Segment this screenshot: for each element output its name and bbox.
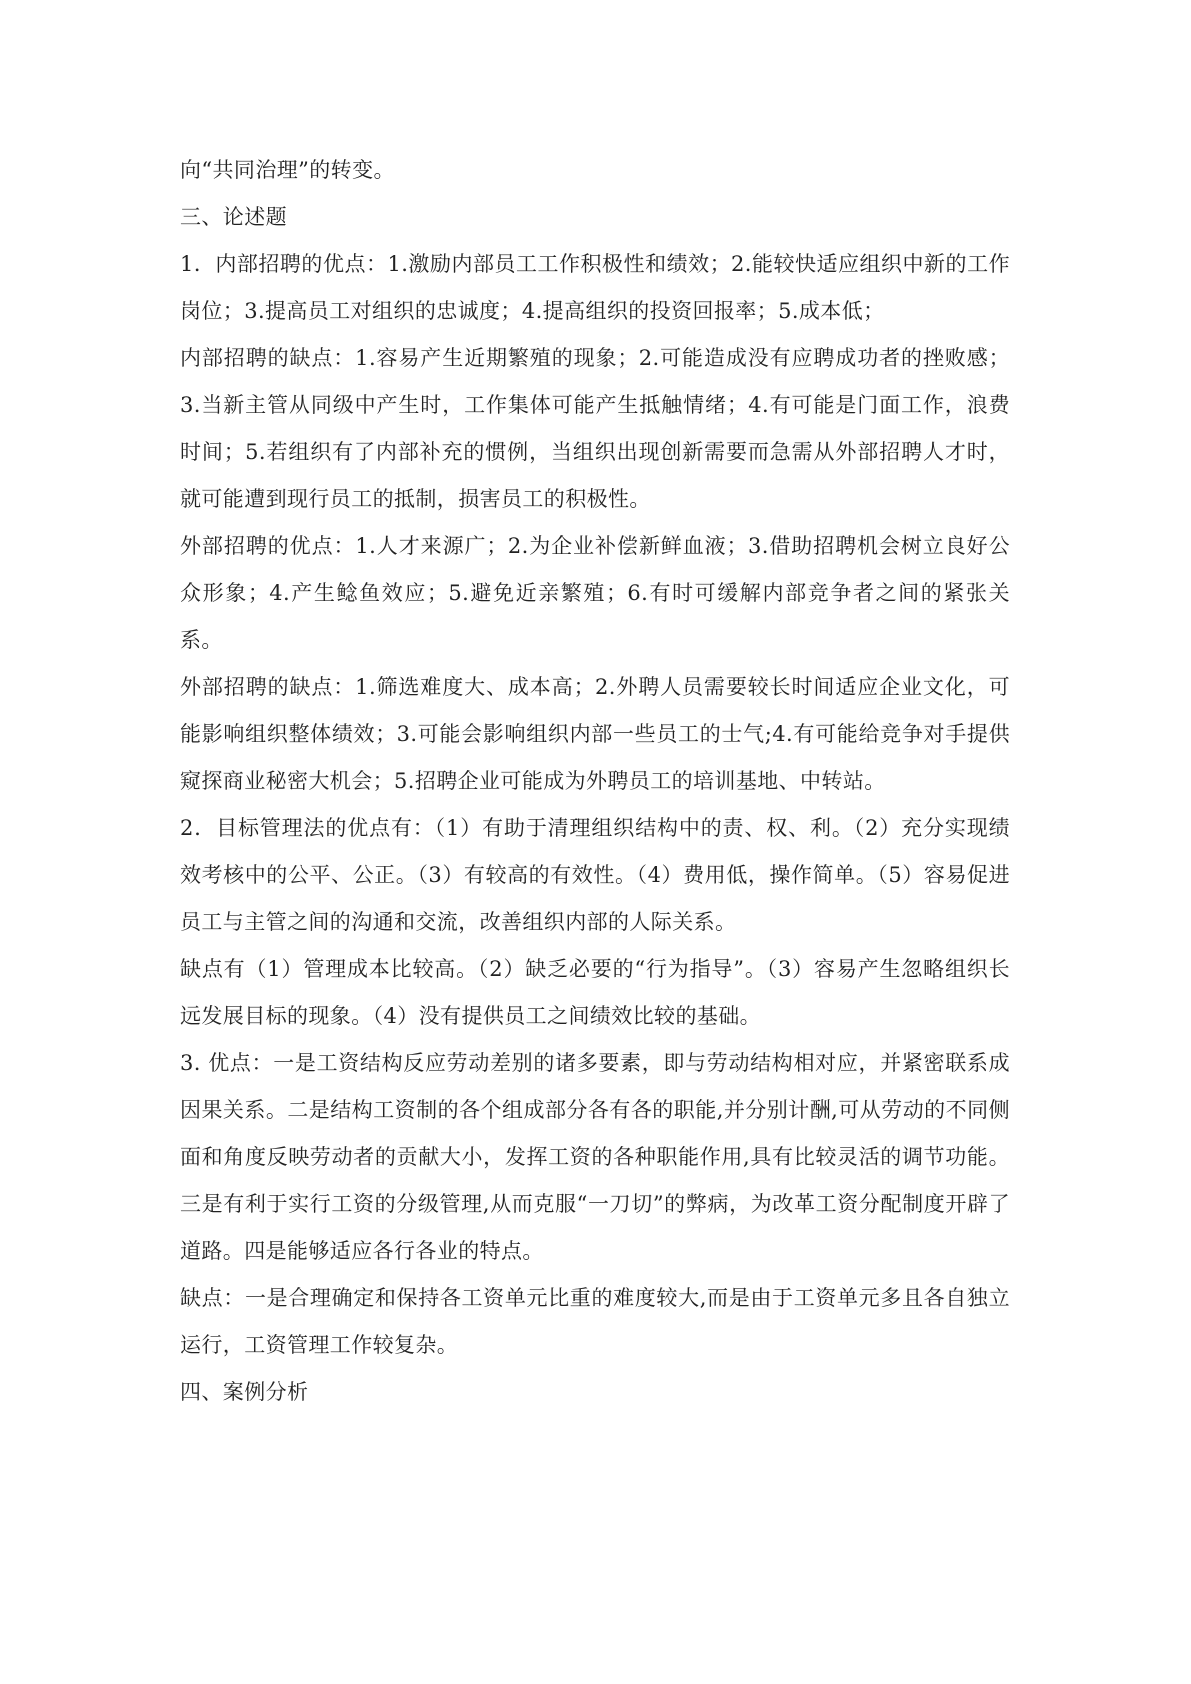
paragraph-mbo-disadvantages: 缺点有（1）管理成本比较高。（2）缺乏必要的“行为指导”。（3）容易产生忽略组织长远发展目标的现象。（4）没有提供员工之间绩效比较的基础。 — [180, 957, 1010, 1028]
section-heading-case-analysis: 四、案例分析 — [180, 1380, 309, 1404]
document-body — [180, 147, 1010, 1416]
paragraph-internal-recruitment-advantages: 1．内部招聘的优点：1.激励内部员工工作积极性和绩效；2.能较快适应组织中新的工作岗位；3.提高员工对组织的忠诚度；4.提高组织的投资回报率；5.成本低； — [180, 252, 1010, 323]
paragraph-mbo-advantages: 2．目标管理法的优点有：（1）有助于清理组织结构中的责、权、利。（2）充分实现绩效考核中的公平、公正。（3）有较高的有效性。（4）费用低，操作简单。（5）容易促进员工与主管之间的沟通和交流，改善组织内部的人际关系。 — [180, 816, 1010, 934]
paragraph-external-recruitment-disadvantages: 外部招聘的缺点：1.筛选难度大、成本高；2.外聘人员需要较长时间适应企业文化，可能影响组织整体绩效；3.可能会影响组织内部一些员工的士气;4.有可能给竞争对手提供窥探商业秘密大机会；5.招聘企业可能成为外聘员工的培训基地、中转站。 — [180, 675, 1010, 793]
paragraph-structural-wage-advantages: 3. 优点：一是工资结构反应劳动差别的诸多要素，即与劳动结构相对应，并紧密联系成因果关系。二是结构工资制的各个组成部分各有各的职能,并分别计酬,可从劳动的不同侧面和角度反映劳动者的贡献大小，发挥工资的各种职能作用,具有比较灵活的调节功能。三是有利于实行工资的分级管理,从而克服“一刀切”的弊病，为改革工资分配制度开辟了道路。四是能够适应各行各业的特点。 — [180, 1051, 1010, 1263]
paragraph-continuation: 向“共同治理”的转变。 — [180, 158, 395, 182]
paragraph-internal-recruitment-disadvantages: 内部招聘的缺点：1.容易产生近期繁殖的现象；2.可能造成没有应聘成功者的挫败感；3.当新主管从同级中产生时，工作集体可能产生抵触情绪；4.有可能是门面工作，浪费时间；5.若组织有了内部补充的惯例，当组织出现创新需要而急需从外部招聘人才时，就可能遭到现行员工的抵制，损害员工的积极性。 — [180, 346, 1010, 511]
section-heading-essay-questions: 三、论述题 — [180, 205, 287, 229]
paragraph-structural-wage-disadvantages: 缺点：一是合理确定和保持各工资单元比重的难度较大,而是由于工资单元多且各自独立运行，工资管理工作较复杂。 — [180, 1286, 1010, 1357]
paragraph-external-recruitment-advantages: 外部招聘的优点：1.人才来源广；2.为企业补偿新鲜血液；3.借助招聘机会树立良好公众形象；4.产生鲶鱼效应；5.避免近亲繁殖；6.有时可缓解内部竞争者之间的紧张关系。 — [180, 534, 1010, 652]
